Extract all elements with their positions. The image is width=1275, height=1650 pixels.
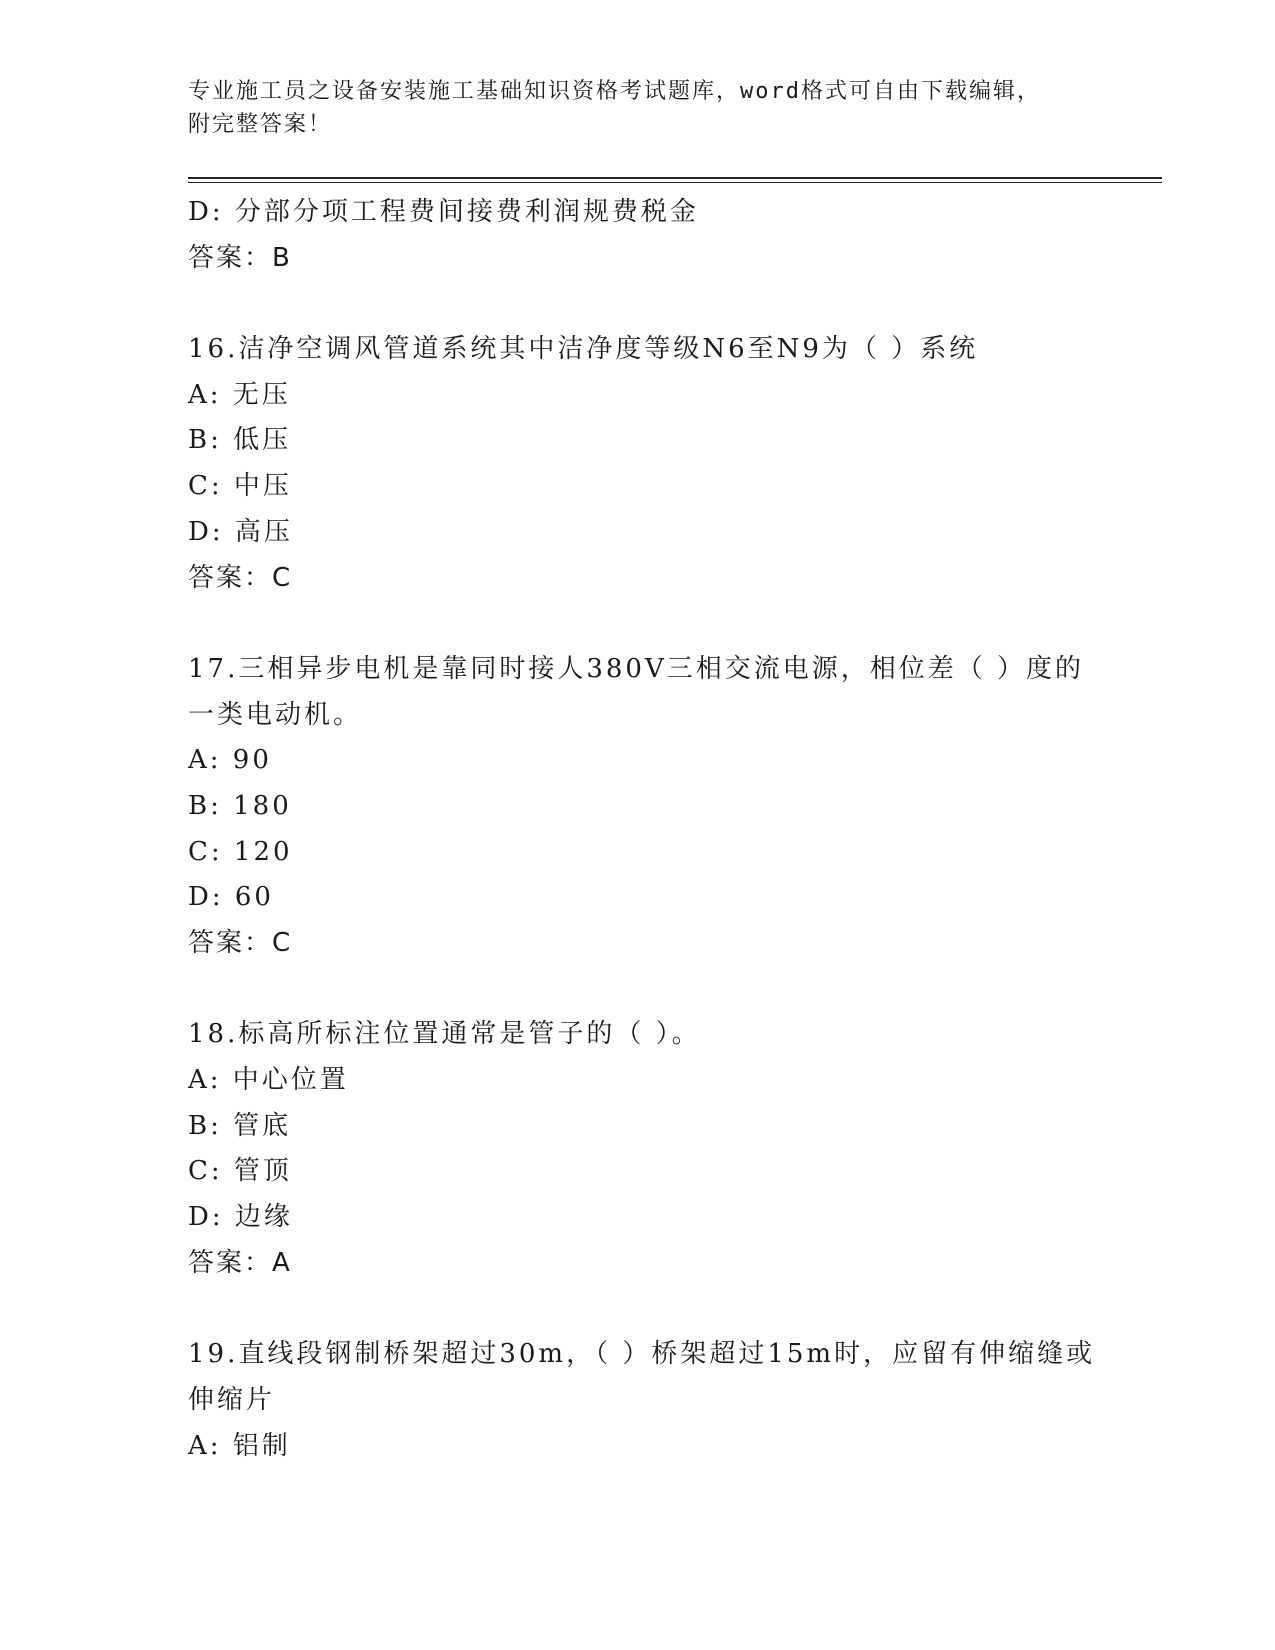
- question-text-line-2: 一类电动机。: [188, 699, 363, 730]
- option-a: A: 中心位置: [188, 1065, 349, 1096]
- question-list: [188, 190, 1118, 1469]
- question-text-line-1: 19.直线段钢制桥架超过30m，（ ）桥架超过15m时，应留有伸缩缝或: [188, 1339, 1096, 1370]
- question-text-line-1: 17.三相异步电机是靠同时接人380V三相交流电源，相位差（ ）度的: [188, 653, 1085, 684]
- answer-label: 答案：C: [188, 928, 293, 958]
- previous-question-tail: [188, 190, 1118, 281]
- answer-label: 答案：A: [188, 1247, 292, 1278]
- option-d: D: 60: [188, 882, 274, 913]
- question-text: 16.洁净空调风管道系统其中洁净度等级N6至N9为（ ）系统: [188, 334, 979, 365]
- option-b: B: 管底: [188, 1110, 292, 1141]
- question-18: [188, 1012, 1118, 1286]
- option-c: C: 中压: [188, 471, 292, 502]
- option-a: A: 90: [188, 745, 272, 776]
- question-16: [188, 327, 1118, 601]
- document-header: [188, 75, 1088, 141]
- spacer: [188, 601, 1118, 647]
- header-divider-thin: [188, 182, 1162, 183]
- header-line-2: 附完整答案！: [188, 112, 333, 137]
- option-d: D: 边缘: [188, 1202, 293, 1233]
- header-line-1: 专业施工员之设备安装施工基础知识资格考试题库，word格式可自由下载编辑，: [188, 79, 1041, 104]
- option-d: D: 分部分项工程费间接费利润规费税金: [188, 197, 699, 227]
- spacer: [188, 1287, 1118, 1333]
- option-c: C: 120: [188, 836, 293, 867]
- question-text: 18.标高所标注位置通常是管子的（ ）。: [188, 1019, 701, 1050]
- question-17: [188, 647, 1118, 967]
- option-d: D: 高压: [188, 516, 293, 547]
- spacer: [188, 967, 1118, 1013]
- question-text-line-2: 伸缩片: [188, 1384, 276, 1415]
- answer-label: 答案：B: [188, 242, 292, 273]
- option-b: B: 低压: [188, 425, 292, 456]
- header-divider-thick: [188, 177, 1162, 179]
- option-c: C: 管顶: [188, 1156, 292, 1187]
- spacer: [188, 281, 1118, 327]
- question-19: [188, 1332, 1118, 1469]
- answer-label: 答案：C: [188, 562, 293, 593]
- option-a: A: 无压: [188, 379, 291, 410]
- option-a: A: 铝制: [188, 1430, 291, 1461]
- option-b: B: 180: [188, 790, 292, 821]
